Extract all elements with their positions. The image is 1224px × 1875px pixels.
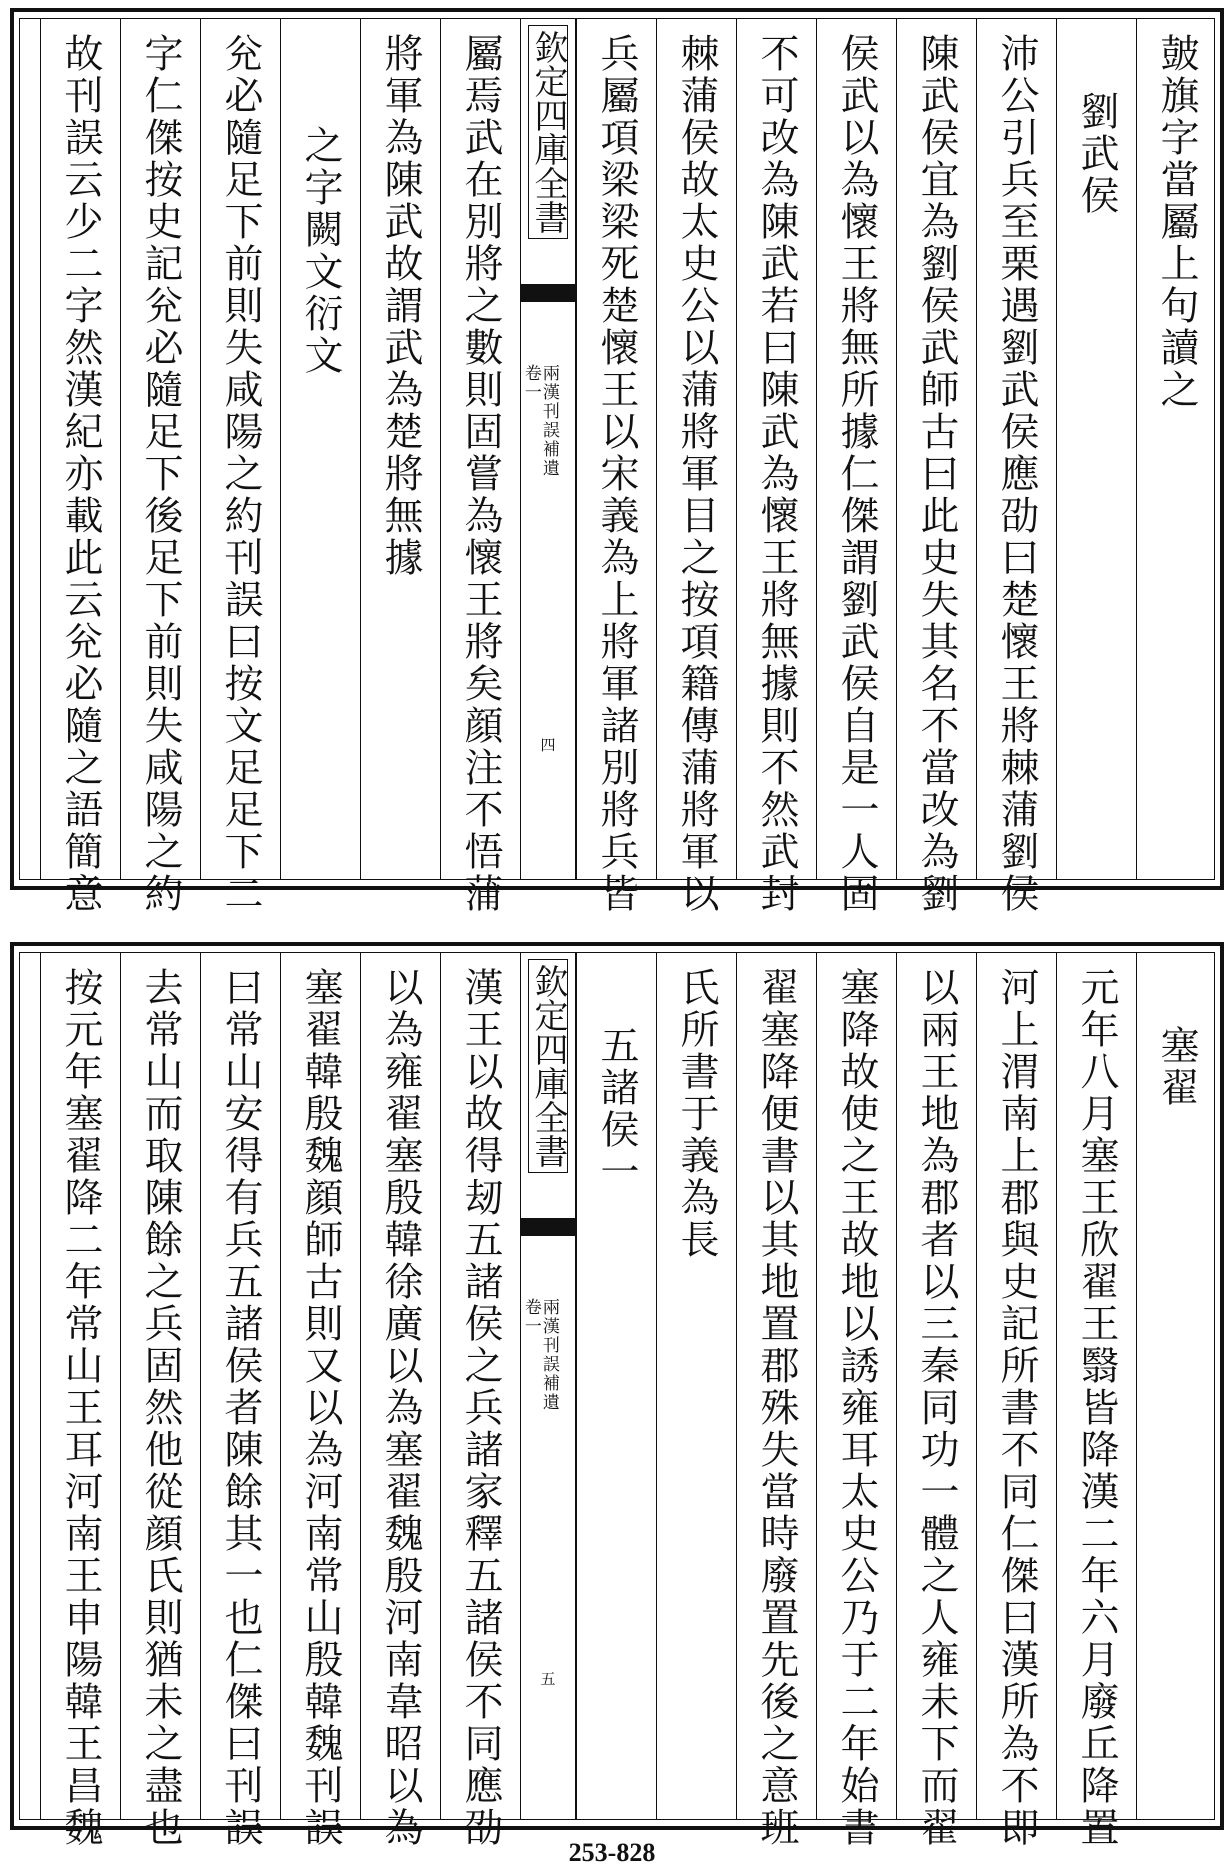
top-page-frame xyxy=(19,18,1215,915)
text-column: 沛公引兵至栗遇劉武侯應劭曰楚懷王將棘蒲劉侯 xyxy=(994,33,1039,915)
text-column: 翟塞降便書以其地置郡殊失當時廢置先後之意班 xyxy=(754,967,799,1849)
bottom-book-page xyxy=(10,942,1224,1849)
text-column: 河上渭南上郡與史記所書不同仁傑曰漢所為不即 xyxy=(994,967,1039,1849)
text-column: 侯武以為懷王將無所據仁傑謂劉武侯自是一人固 xyxy=(834,33,879,915)
fish-tail-mark xyxy=(521,284,575,302)
book-info: 兩漢刊誤補遺 xyxy=(538,1298,559,1412)
bottom-col-5 xyxy=(816,953,896,1849)
top-col-4 xyxy=(896,19,976,915)
bottom-col-2 xyxy=(1056,953,1136,1849)
text-column: 漢王以故得刼五諸侯之兵諸家釋五諸侯不同應劭 xyxy=(458,967,503,1849)
top-col-12 xyxy=(200,19,280,915)
top-col-7 xyxy=(656,19,736,915)
text-column: 塞翟韓殷魏顔師古則又以為河南常山殷韓魏刊誤 xyxy=(298,967,343,1849)
top-col-6 xyxy=(736,19,816,915)
text-column: 氏所書于義為長 xyxy=(674,967,719,1261)
text-column: 以兩王地為郡者以三秦同功一體之人雍未下而翟 xyxy=(914,967,959,1849)
text-column: 棘蒲侯故太史公以蒲將軍目之按項籍傳蒲將軍以 xyxy=(674,33,719,915)
top-col-10 xyxy=(360,19,440,879)
bottom-col-6 xyxy=(736,953,816,1849)
volume-label: 卷一 xyxy=(520,364,541,402)
text-column: 曰常山安得有兵五諸侯者陳餘其一也仁傑曰刊誤 xyxy=(218,967,263,1849)
book-info: 兩漢刊誤補遺 xyxy=(538,364,559,478)
text-column: 皷旗字當屬上句讀之 xyxy=(1154,33,1199,411)
text-column: 按元年塞翟降二年常山王耳河南王申陽韓王昌魏 xyxy=(58,967,103,1849)
text-column: 以為雍翟塞殷韓徐廣以為塞翟魏殷河南韋昭以為 xyxy=(378,967,423,1849)
text-column: 兵屬項梁梁死楚懷王以宋義為上將軍諸別將兵皆 xyxy=(594,33,639,915)
text-column: 兊必隨足下前則失咸陽之約刊誤曰按文足足下二 xyxy=(218,33,263,915)
top-col-13 xyxy=(120,19,200,915)
header-title: 欽定四庫全書 xyxy=(528,25,568,239)
top-center-fold xyxy=(520,19,576,879)
text-column: 屬焉武在別將之數則固嘗為懷王將矣顔注不悟蒲 xyxy=(458,33,503,915)
section-heading: 劉武侯 xyxy=(1074,91,1119,217)
folio-number: 四 xyxy=(538,737,557,752)
text-column: 陳武侯宜為劉侯武師古曰此史失其名不當改為劉 xyxy=(914,33,959,915)
bottom-center-fold xyxy=(520,953,576,1819)
bottom-col-7 xyxy=(656,953,736,1819)
bottom-col-8 xyxy=(576,953,656,1819)
top-col-14 xyxy=(40,19,120,915)
bottom-col-3 xyxy=(976,953,1056,1849)
bottom-col-1 xyxy=(1136,953,1216,1819)
section-heading: 五諸侯一 xyxy=(594,1025,639,1193)
folio-number: 五 xyxy=(538,1671,557,1686)
text-column: 去常山而取陳餘之兵固然他從顔氏則猶未之盡也 xyxy=(138,967,183,1849)
bottom-col-4 xyxy=(896,953,976,1849)
top-book-page xyxy=(10,8,1224,915)
text-column: 故刊誤云少二字然漢紀亦載此云兊必隨之語簡意 xyxy=(58,33,103,915)
top-col-1 xyxy=(1136,19,1216,879)
section-heading: 塞翟 xyxy=(1154,1025,1199,1109)
bottom-col-9 xyxy=(440,953,520,1849)
bottom-col-14 xyxy=(40,953,120,1849)
bottom-col-13 xyxy=(120,953,200,1849)
top-col-11 xyxy=(280,19,360,879)
volume-label: 卷一 xyxy=(520,1298,541,1336)
bottom-col-12 xyxy=(200,953,280,1849)
text-column: 塞降故使之王故地以誘雍耳太史公乃于二年始書 xyxy=(834,967,879,1849)
page-number: 253-828 xyxy=(568,1838,656,1867)
bottom-col-11 xyxy=(280,953,360,1849)
top-col-3 xyxy=(976,19,1056,915)
top-col-5 xyxy=(816,19,896,915)
text-column: 將軍為陳武故謂武為楚將無據 xyxy=(378,33,423,579)
fish-tail-mark xyxy=(521,1218,575,1236)
bottom-col-10 xyxy=(360,953,440,1849)
top-col-2 xyxy=(1056,19,1136,879)
section-heading: 之字闕文衍文 xyxy=(298,125,343,377)
top-col-8 xyxy=(576,19,656,915)
text-column: 不可改為陳武若曰陳武為懷王將無據則不然武封 xyxy=(754,33,799,915)
top-col-9 xyxy=(440,19,520,915)
header-title: 欽定四庫全書 xyxy=(528,959,568,1173)
bottom-page-frame xyxy=(19,952,1215,1849)
text-column: 字仁傑按史記兊必隨足下後足下前則失咸陽之約 xyxy=(138,33,183,915)
text-column: 元年八月塞王欣翟王翳皆降漢二年六月廢丘降置 xyxy=(1074,967,1119,1849)
